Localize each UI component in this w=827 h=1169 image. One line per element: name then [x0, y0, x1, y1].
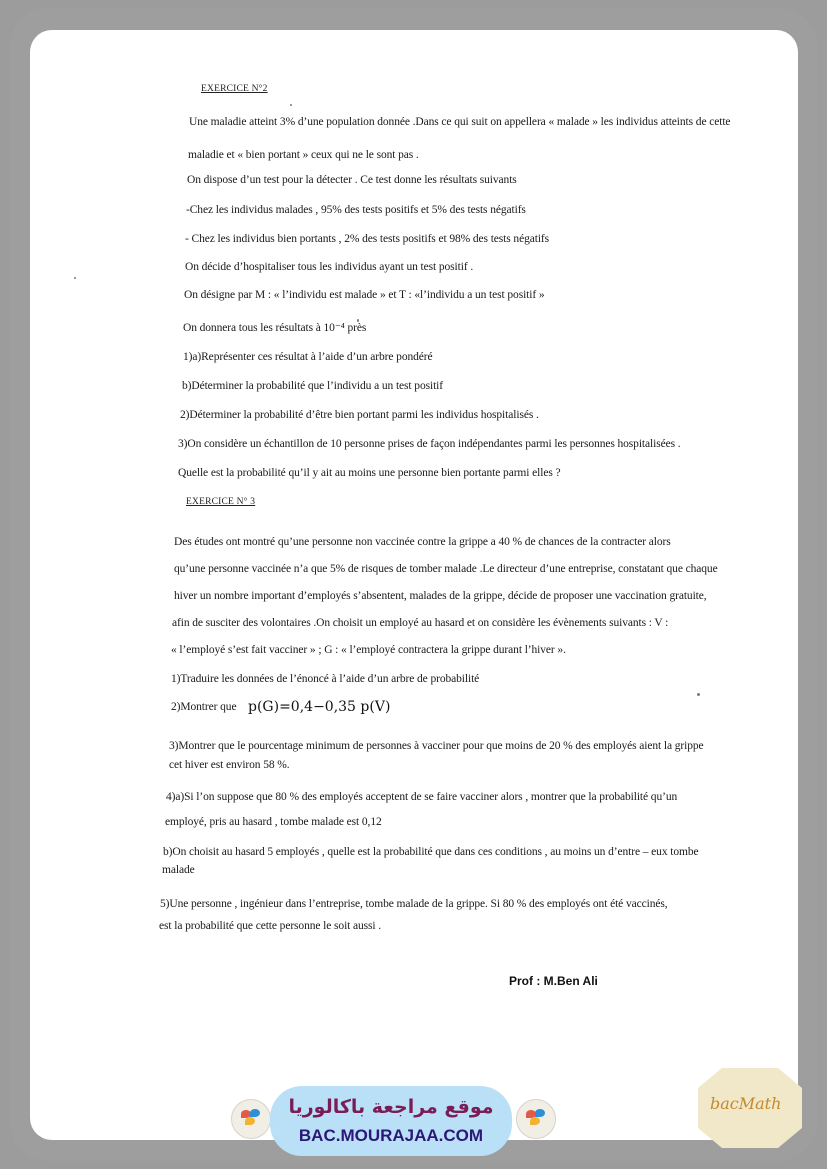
site-logo-icon [231, 1099, 271, 1139]
exercise-3-line: b)On choisit au hasard 5 employés , quelle est la probabilité que dans ces conditions , au moins un d’entre – eux tombe [163, 846, 699, 858]
exercise-3-heading: EXERCICE N° 3 [186, 497, 256, 507]
site-logo-icon [516, 1099, 556, 1139]
exercise-3-line: qu’une personne vaccinée n’a que 5% de risques de tomber malade .Le directeur d’une entreprise, constatant que chaque [174, 563, 718, 575]
formula: p(G)=0,4−0,35 p(V) [248, 699, 391, 715]
exercise-3-line: 5)Une personne , ingénieur dans l’entreprise, tombe malade de la grippe. Si 80 % des employés ont été vaccinés, [160, 898, 668, 910]
exercise-3-line: hiver un nombre important d’employés s’absentent, malades de la grippe, décide de proposer une vaccination gratuite, [174, 590, 707, 602]
document-sheet [30, 30, 798, 1140]
author-signature: Prof : M.Ben Ali [509, 974, 598, 988]
exercise-3-line: est la probabilité que cette personne le soit aussi . [159, 920, 382, 932]
scan-speck [697, 693, 700, 696]
exercise-3-line: employé, pris au hasard , tombe malade est 0,12 [165, 816, 382, 828]
site-url-link[interactable]: BAC.MOURAJAA.COM [298, 1126, 484, 1145]
exercise-3-line: « l’employé s’est fait vacciner » ; G : « l’employé contractera la grippe durant l’hiver ». [171, 644, 566, 656]
exercise-3-line: 1)Traduire les données de l’énoncé à l’aide d’un arbre de probabilité [171, 673, 480, 685]
exercise-3-line: malade [162, 864, 195, 876]
scan-speck [74, 277, 76, 279]
exercise-2-line: 1)a)Représenter ces résultat à l’aide d’un arbre pondéré [183, 351, 433, 363]
exercise-2-line: 3)On considère un échantillon de 10 personne prises de façon indépendantes parmi les personnes hospitalisées . [178, 438, 681, 450]
exercise-3-line: 4)a)Si l’on suppose que 80 % des employés acceptent de se faire vacciner alors , montrer que la probabilité qu’un [166, 791, 678, 803]
scan-speck [290, 104, 292, 106]
exercise-2-line: 2)Déterminer la probabilité d’être bien portant parmi les individus hospitalisés . [180, 409, 539, 421]
exercise-3-line: 2)Montrer que [171, 701, 237, 713]
site-name-arabic: موقع مراجعة باكالوريا [288, 1096, 494, 1118]
bacmath-badge-label: bacMath [710, 1094, 782, 1113]
exercise-3-line: 3)Montrer que le pourcentage minimum de personnes à vacciner pour que moins de 20 % des employés aient la grippe [169, 740, 704, 752]
site-banner[interactable] [270, 1086, 512, 1156]
exercise-2-line: On désigne par M : « l’individu est malade » et T : «l’individu a un test positif » [184, 289, 545, 301]
exercise-2-line: Quelle est la probabilité qu’il y ait au moins une personne bien portante parmi elles ? [178, 467, 561, 479]
exercise-2-line: On dispose d’un test pour la détecter . Ce test donne les résultats suivants [187, 174, 517, 186]
exercise-2-line: - Chez les individus bien portants , 2% des tests positifs et 98% des tests négatifs [185, 233, 550, 245]
exercise-2-line: Une maladie atteint 3% d’une population donnée .Dans ce qui suit on appellera « malade » les individus atteints de cette [189, 116, 731, 128]
exercise-3-line: afin de susciter des volontaires .On choisit un employé au hasard et on considère les évènements suivants : V : [172, 617, 669, 629]
exercise-3-line: cet hiver est environ 58 %. [169, 759, 290, 771]
exercise-3-line: Des études ont montré qu’une personne non vaccinée contre la grippe a 40 % de chances de la contracter alors [174, 536, 671, 548]
exercise-2-line: On décide d’hospitaliser tous les individus ayant un test positif . [185, 261, 474, 273]
exercise-2-heading: EXERCICE N°2 [201, 84, 268, 94]
exercise-2-line: -Chez les individus malades , 95% des tests positifs et 5% des tests négatifs [186, 204, 526, 216]
exercise-2-line: maladie et « bien portant » ceux qui ne le sont pas . [188, 149, 419, 161]
exercise-2-line: On donnera tous les résultats à 10⁻⁴ près [183, 322, 367, 334]
exercise-2-line: b)Déterminer la probabilité que l’individu a un test positif [182, 380, 443, 392]
